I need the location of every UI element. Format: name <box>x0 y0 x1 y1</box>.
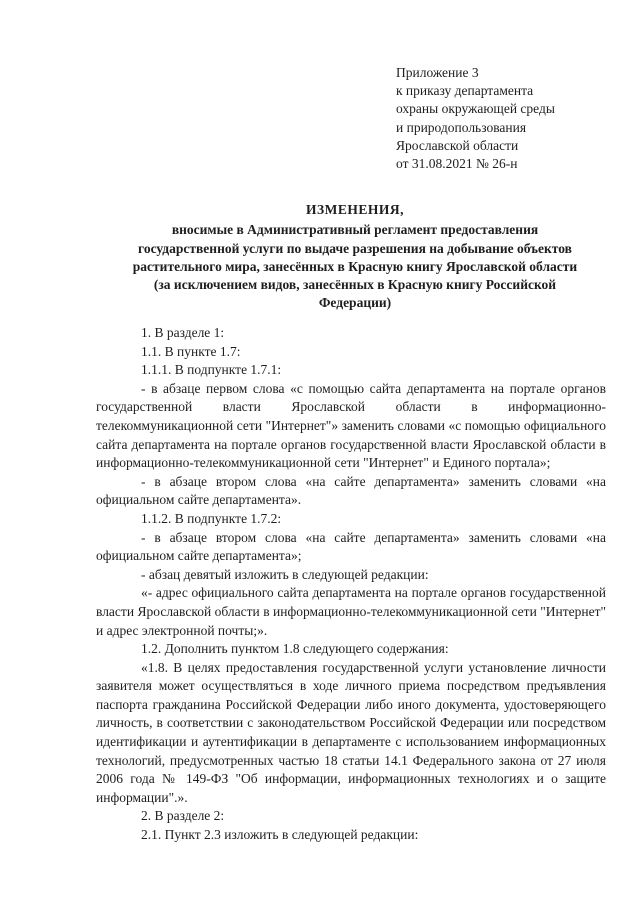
appendix-line: охраны окружающей среды <box>396 101 555 117</box>
body-paragraph: - в абзаце первом слова «с помощью сайта департамента на портале органов государственной власти Ярославской области в информационно-телекоммуникационной сети "Интернет"» заменить словами «с помощью официального сайта департамента на портале органов государственной власти Ярославской области в информационно-телекоммуникационной сети "Интернет" и Единого портала»; <box>96 380 606 471</box>
body-paragraph: 1.1.1. В подпункте 1.7.1: <box>141 362 282 378</box>
body-paragraph: - в абзаце втором слова «на сайте департамента» заменить словами «на официальном сайте департамента»; <box>96 529 606 564</box>
title-subtitle-line: вносимые в Административный регламент предоставления <box>171 222 539 238</box>
appendix-line: Приложение 3 <box>396 65 479 80</box>
title-subtitle-line: государственной услуги по выдаче разрешения на добывание объектов <box>138 240 572 256</box>
body-paragraph: 1.2. Дополнить пунктом 1.8 следующего содержания: <box>141 641 449 657</box>
body-paragraph: - абзац девятый изложить в следующей редакции: <box>141 566 429 582</box>
body-paragraph: 2. В разделе 2: <box>141 808 225 824</box>
document-body <box>96 324 606 845</box>
title-subtitle-line: Федерации) <box>318 295 392 311</box>
body-paragraph: «1.8. В целях предоставления государственной услуги установление личности заявителя может осуществляться в ходе личного приема посредством предъявления паспорта гражданина Российской Федерации либо иного документа, удостоверяющего личность, в соответствии с законодательством Российской Федерации или посредством идентификации и аутентификации в департаменте с использованием информационных технологий, предусмотренных частью 18 статьи 14.1 Федерального закона от 27 июля 2006 года № 149-ФЗ "Об информации, информационных технологиях и о защите информации".». <box>96 659 606 805</box>
appendix-header <box>396 64 555 173</box>
appendix-line: к приказу департамента <box>396 83 534 99</box>
body-paragraph: «- адрес официального сайта департамента на портале органов государственной власти Ярославской области в информационно-телекоммуникационной сети "Интернет" и адрес электронной почты;». <box>96 585 606 638</box>
title-subtitle-line: (за исключением видов, занесённых в Красную книгу Российской <box>153 277 557 293</box>
appendix-line: от 31.08.2021 № 26-н <box>396 156 518 172</box>
appendix-line: и природопользования <box>396 119 527 135</box>
appendix-line: Ярославской области <box>396 137 519 153</box>
body-paragraph: 1. В разделе 1: <box>141 325 225 340</box>
document-title <box>96 201 614 313</box>
body-paragraph: - в абзаце втором слова «на сайте департамента» заменить словами «на официальном сайте департамента». <box>96 473 606 508</box>
body-paragraph: 2.1. Пункт 2.3 изложить в следующей редакции: <box>141 827 419 843</box>
title-main: ИЗМЕНЕНИЯ, <box>305 202 404 217</box>
body-paragraph: 1.1. В пункте 1.7: <box>141 343 241 359</box>
title-subtitle-line: растительного мира, занесённых в Красную книгу Ярославской области <box>132 258 578 274</box>
body-paragraph: 1.1.2. В подпункте 1.7.2: <box>141 510 282 526</box>
